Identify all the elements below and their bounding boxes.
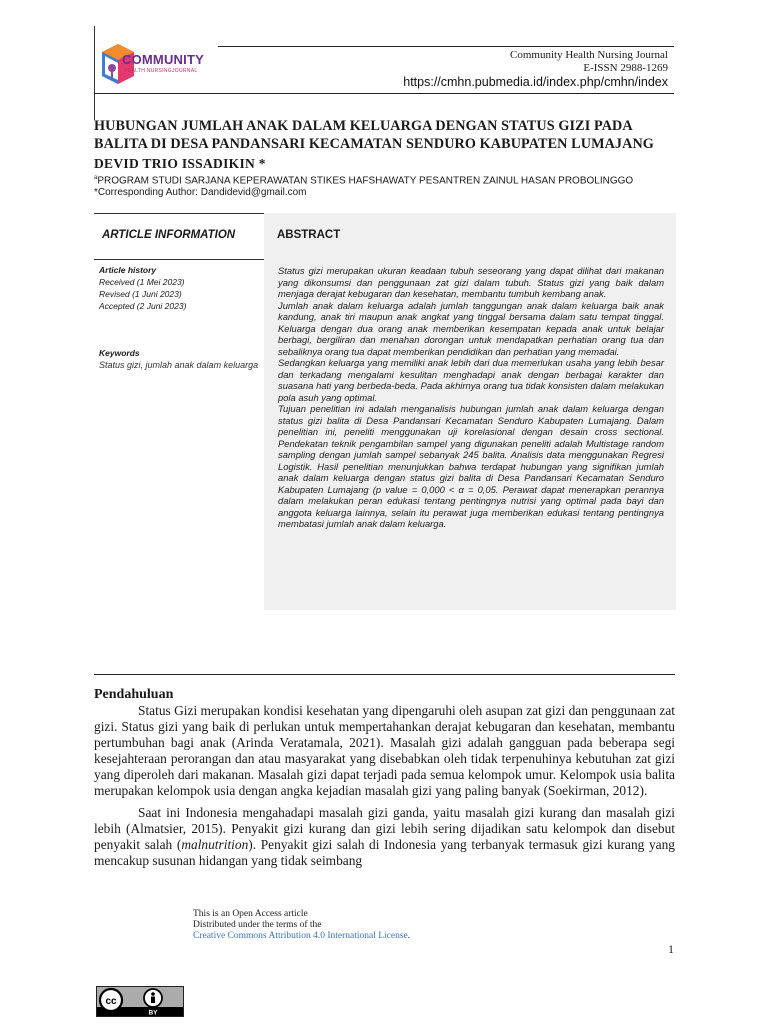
abstract-heading: ABSTRACT: [277, 229, 341, 241]
intro-paragraph: [94, 805, 675, 869]
abstract-paragraph: Tujuan penelitian ini adalah menganalisis hubungan jumlah anak dalam keluarga dengan status gizi balita di Desa Pandansari Kecamatan Senduro Kabupaten Lumajang. Dalam penelitian ini, peneliti menggunakan uji korelasional dengan desain cross sectional. Pendekatan teknik pengambilan sampel yang digunakan peneliti adalah Multistage random sampling dengan jumlah sampel sebanyak 245 balita. Analisis data menggunakan Regresi Logistik. Hasil penelitian menunjukkan bahwa terdapat hubungan yang signifikan jumlah anak dalam keluarga dengan status gizi balita di Desa Pandansari Kecamatan Senduro Kabupaten Lumajang (p value = 0,000 < α = 0,05. Perawat dapat menerapkan perannya dalam melakukan peran edukasi tentang pentingnya nutrisi yang optimal pada bayi dan anggota keluarga lainnya, selain itu perawat juga memberikan edukasi tentang pentingnya membatasi jumlah anak dalam keluarga.: [278, 403, 664, 529]
abstract-paragraph: Status gizi merupakan ukuran keadaan tubuh seseorang yang dapat dilihat dari makanan yang dikonsumsi dan penggunaan zat gizi dalam tubuh. Status gizi yang baik dalam menjaga derajat kebugaran dan kesehatan, membantu tumbuh kembang anak.: [278, 265, 664, 299]
cc-label: cc: [105, 996, 117, 1007]
journal-issn: E-ISSN 2988-1269: [583, 62, 668, 74]
license-note: [193, 909, 410, 942]
journal-name: Community Health Nursing Journal: [510, 49, 668, 61]
article-title: HUBUNGAN JUMLAH ANAK DALAM KELUARGA DENGAN STATUS GIZI PADA BALITA DI DESA PANDANSARI KECAMATAN SENDURO KABUPATEN LUMAJANG: [94, 118, 654, 152]
article-info-heading: ARTICLE INFORMATION: [102, 229, 236, 241]
intro-paragraph: Status Gizi merupakan kondisi kesehatan yang dipengaruhi oleh asupan zat gizi dan penggunaan zat gizi. Status gizi yang baik di perlukan untuk mempertahankan derajat kebugaran dan kesehatan, membantu pertumbuhan bagi anak (Arinda Veratamala, 2021). Masalah gizi adalah gangguan pada beberapa segi kesejahteraan perorangan dan atau masyarakat yang disebabkan oleh tidak terpenuhinya kebutuhan zat gizi yang diperoleh dari makanan. Masalah gizi dapat terjadi pada semua kelompok umur. Kelompok usia balita merupakan kelompok usia dengan angka kejadian masalah gizi yang paling banyak (Soekirman, 2012).: [94, 703, 675, 798]
section-rule: [94, 674, 675, 675]
abstract-body: [278, 265, 664, 530]
page-number: 1: [668, 942, 674, 956]
author-name: DEVID TRIO ISSADIKIN *: [94, 156, 266, 171]
keywords-label: Keywords: [99, 348, 140, 358]
intro-text: ). Penyakit gizi salah di Indonesia yang terbanyak termasuk gizi kurang yang mencakup susunan hidangan yang tidak seimbang: [94, 837, 676, 868]
logo-title: COMMUNITY: [122, 52, 204, 67]
article-history-label: Article history: [99, 265, 157, 275]
intro-emphasis: malnutrition: [181, 837, 249, 852]
logo-subtitle: HEALTH NURSINGJOURNAL: [124, 68, 198, 74]
affiliation-mark: a: [94, 175, 98, 181]
intro-body: [94, 703, 675, 875]
license-line: This is an Open Access article: [193, 909, 308, 919]
revised-date: Revised (1 Juni 2023): [99, 289, 182, 299]
keywords-text: Status gizi, jumlah anak dalam keluarga: [99, 360, 259, 370]
header-rule-top: [218, 46, 674, 47]
license-line: [193, 931, 410, 942]
corresponding-author: *Corresponding Author: Dandidevid@gmail.com: [94, 187, 307, 198]
journal-url[interactable]: https://cmhn.pubmedia.id/index.php/cmhn/index: [403, 75, 668, 89]
article-info-rule-top: [94, 213, 264, 214]
affiliation-text: PROGRAM STUDI SARJANA KEPERAWATAN STIKES HAFSHAWATY PESANTREN ZAINUL HASAN PROBOLINGGO: [97, 175, 634, 187]
section-heading: Pendahuluan: [94, 687, 174, 702]
intro-text: Saat ini Indonesia mengahadapi masalah gizi ganda, yaitu masalah gizi kurang dan masalah gizi lebih (Almatsier, 2015). Penyakit gizi kurang dan gizi lebih sering dijadikan satu kelompok dan disebut penyakit salah (: [94, 805, 675, 852]
license-period: .: [407, 931, 411, 941]
license-link[interactable]: Creative Commons Attribution 4.0 International License: [193, 931, 408, 941]
by-label: BY: [148, 1009, 158, 1016]
abstract-paragraph: Jumlah anak dalam keluarga adalah jumlah tanggungan anak dalam keluarga baik anak kandung, anak tiri maupun anak angkat yang tinggal bersama dalam satu tempat tinggal. Keluarga dengan dua orang anak memberikan kesempatan kepada anak untuk belajar berbagi, bergiliran dan menahan dorongan untuk mendapatkan perhatian orang tua dan sebaliknya orang tua dapat memberikan pendidikan dan perhatian yang memadai.: [278, 299, 664, 357]
received-date: Received (1 Mei 2023): [99, 277, 185, 287]
header-left-rule: [94, 26, 95, 120]
cc-by-badge[interactable]: [96, 986, 184, 1017]
header-rule-bottom: [94, 93, 674, 94]
abstract-paragraph: Sedangkan keluarga yang memiliki anak lebih dari dua memerlukan usaha yang lebih besar dan terkadang mengalami kesulitan menghadapi anak dengan berbagai karakter dan suasana hati yang berbeda-beda. Pada akhirnya orang tua tidak konsisten dalam melakukan pola asuh yang optimal.: [278, 357, 664, 403]
article-info-rule-bottom: [94, 259, 264, 260]
accepted-date: Accepted (2 Juni 2023): [99, 301, 187, 311]
license-line: Distributed under the terms of the: [193, 920, 322, 930]
cc-by-icon: [97, 987, 183, 1016]
author-affiliation: [94, 175, 633, 186]
